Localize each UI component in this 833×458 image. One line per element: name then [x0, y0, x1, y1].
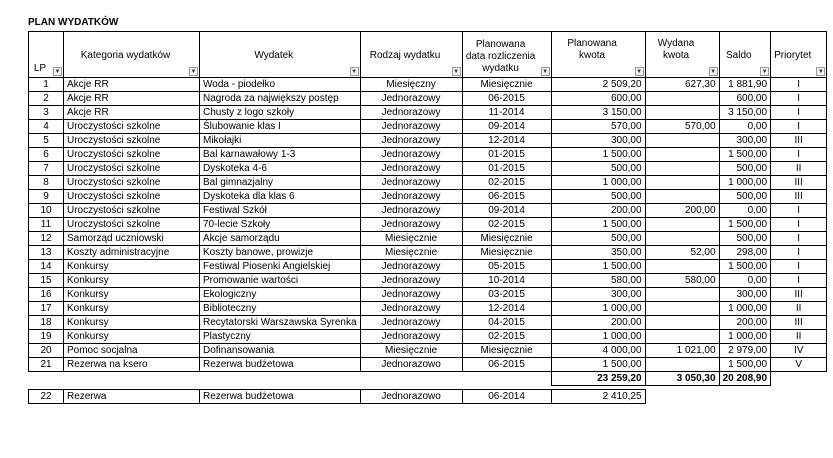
cell-lp[interactable]: 19 — [29, 330, 64, 344]
cell-spent[interactable] — [645, 134, 719, 148]
table-row-extra — [29, 390, 827, 404]
cell-spent[interactable]: 52,00 — [645, 246, 719, 260]
cell-type[interactable]: Jednorazowy — [360, 274, 462, 288]
cell-category[interactable]: Uroczystości szkolne — [64, 148, 200, 162]
cell-category[interactable]: Pomoc socjalna — [64, 344, 200, 358]
cell-expense[interactable]: Nagroda za największy postęp — [200, 92, 361, 106]
total-balance[interactable]: 20 208,90 — [719, 372, 771, 386]
column-header-planned: Planowana kwota ▼ — [551, 32, 645, 78]
cell-lp[interactable]: 12 — [29, 232, 64, 246]
cell-balance[interactable]: 1 500,00 — [719, 218, 771, 232]
cell-priority[interactable]: III — [771, 288, 827, 302]
cell-priority[interactable]: I — [771, 78, 827, 92]
cell-category[interactable]: Uroczystości szkolne — [64, 162, 200, 176]
cell-balance[interactable]: 1 000,00 — [719, 302, 771, 316]
cell-priority[interactable]: III — [771, 176, 827, 190]
table-row — [29, 232, 827, 246]
cell-planned[interactable]: 350,00 — [551, 246, 645, 260]
column-header-date: Planowana data rozliczenia wydatku ▼ — [462, 32, 551, 78]
cell-spent[interactable]: 627,30 — [645, 78, 719, 92]
cell-lp[interactable]: 21 — [29, 358, 64, 372]
cell-planned[interactable]: 570,00 — [551, 120, 645, 134]
cell-lp[interactable]: 6 — [29, 148, 64, 162]
cell-type[interactable]: Miesięcznie — [360, 246, 462, 260]
total-spent[interactable]: 3 050,30 — [645, 372, 719, 386]
cell-spent[interactable] — [645, 162, 719, 176]
cell-spent[interactable] — [645, 260, 719, 274]
column-header-priority: Priorytet ▼ — [771, 32, 827, 78]
cell-planned[interactable]: 2 509,20 — [551, 78, 645, 92]
filter-dropdown-icon[interactable]: ▼ — [817, 69, 824, 75]
cell-planned[interactable]: 1 000,00 — [551, 330, 645, 344]
cell-planned[interactable]: 200,00 — [551, 204, 645, 218]
cell-category[interactable]: Akcje RR — [64, 78, 200, 92]
cell-date[interactable]: 06-2015 — [462, 92, 551, 106]
cell-expense[interactable]: Dyskoteka dla klas 6 — [200, 190, 361, 204]
cell-lp[interactable]: 10 — [29, 204, 64, 218]
cell-planned[interactable]: 500,00 — [551, 232, 645, 246]
cell-category[interactable]: Uroczystości szkolne — [64, 176, 200, 190]
cell-expense[interactable]: Koszty banowe, prowizje — [200, 246, 361, 260]
cell-lp[interactable]: 1 — [29, 78, 64, 92]
cell-spent[interactable]: 200,00 — [645, 204, 719, 218]
table-row — [29, 78, 827, 92]
cell-expense[interactable]: Bal karnawałowy 1-3 — [200, 148, 361, 162]
cell-planned[interactable]: 200,00 — [551, 316, 645, 330]
cell-priority[interactable]: I — [771, 218, 827, 232]
cell-expense[interactable]: Mikołajki — [200, 134, 361, 148]
table-row — [29, 344, 827, 358]
column-header-expense: Wydatek ▼ — [200, 32, 361, 78]
cell-lp[interactable]: 2 — [29, 92, 64, 106]
cell-date[interactable]: Miesięcznie — [462, 232, 551, 246]
cell-priority[interactable]: I — [771, 260, 827, 274]
cell-expense[interactable]: Ekologiczny — [200, 288, 361, 302]
cell-lp[interactable]: 9 — [29, 190, 64, 204]
cell-priority[interactable]: I — [771, 274, 827, 288]
table-row — [29, 134, 827, 148]
header-row — [29, 32, 827, 78]
cell-expense[interactable]: Promowanie wartości — [200, 274, 361, 288]
cell-spent[interactable] — [645, 288, 719, 302]
cell-spent[interactable] — [645, 330, 719, 344]
cell-category[interactable]: Uroczystości szkolne — [64, 190, 200, 204]
column-header-category: Kategoria wydatków ▼ — [64, 32, 200, 78]
cell-planned[interactable]: 1 500,00 — [551, 358, 645, 372]
cell-balance[interactable]: 1 500,00 — [719, 148, 771, 162]
cell-type[interactable]: Jednorazowy — [360, 190, 462, 204]
cell-expense[interactable]: Dyskoteka 4-6 — [200, 162, 361, 176]
cell-lp[interactable]: 20 — [29, 344, 64, 358]
filter-dropdown-icon[interactable]: ▼ — [351, 69, 358, 75]
cell-type[interactable]: Jednorazowy — [360, 134, 462, 148]
cell-planned[interactable]: 1 500,00 — [551, 148, 645, 162]
cell-date[interactable]: Miesięcznie — [462, 344, 551, 358]
cell-type[interactable]: Jednorazowy — [360, 106, 462, 120]
cell-balance[interactable]: 0,00 — [719, 204, 771, 218]
cell-spent[interactable]: 580,00 — [645, 274, 719, 288]
cell-lp[interactable]: 4 — [29, 120, 64, 134]
cell-balance[interactable]: 0,00 — [719, 120, 771, 134]
cell-expense[interactable]: 70-lecie Szkoły — [200, 218, 361, 232]
cell-type[interactable]: Jednorazowy — [360, 204, 462, 218]
cell-priority[interactable]: I — [771, 148, 827, 162]
totals-row — [29, 372, 827, 386]
cell-type[interactable]: Jednorazowy — [360, 92, 462, 106]
cell-expense[interactable]: Dofinansowania — [200, 344, 361, 358]
table-row — [29, 302, 827, 316]
cell-type[interactable]: Jednorazowy — [360, 120, 462, 134]
total-planned[interactable]: 23 259,20 — [551, 372, 645, 386]
cell-date[interactable]: 05-2015 — [462, 260, 551, 274]
cell-date[interactable]: 12-2014 — [462, 302, 551, 316]
cell-lp[interactable]: 7 — [29, 162, 64, 176]
cell-balance[interactable]: 500,00 — [719, 162, 771, 176]
cell-priority[interactable]: II — [771, 162, 827, 176]
cell-lp[interactable]: 11 — [29, 218, 64, 232]
cell-balance[interactable]: 300,00 — [719, 288, 771, 302]
table-row — [29, 358, 827, 372]
cell-priority[interactable]: III — [771, 134, 827, 148]
cell-spent[interactable] — [645, 148, 719, 162]
table-row — [29, 92, 827, 106]
table-row — [29, 218, 827, 232]
cell-balance[interactable]: 500,00 — [719, 232, 771, 246]
filter-dropdown-icon[interactable]: ▼ — [636, 69, 643, 75]
cell-date[interactable]: 02-2015 — [462, 330, 551, 344]
cell-balance[interactable]: 3 150,00 — [719, 106, 771, 120]
cell-lp[interactable]: 15 — [29, 274, 64, 288]
cell-category[interactable]: Konkursy — [64, 330, 200, 344]
cell-category[interactable]: Konkursy — [64, 274, 200, 288]
cell-spent[interactable] — [645, 190, 719, 204]
cell-type[interactable]: Miesięcznie — [360, 344, 462, 358]
cell-type[interactable]: Miesięczny — [360, 78, 462, 92]
cell-spent[interactable] — [645, 302, 719, 316]
cell-spent[interactable]: 570,00 — [645, 120, 719, 134]
cell-date[interactable]: 03-2015 — [462, 288, 551, 302]
cell-lp[interactable]: 17 — [29, 302, 64, 316]
cell-lp[interactable]: 8 — [29, 176, 64, 190]
cell-expense[interactable]: Festiwal Szkół — [200, 204, 361, 218]
cell-type[interactable]: Miesięcznie — [360, 232, 462, 246]
cell-priority[interactable]: II — [771, 302, 827, 316]
cell-lp[interactable]: 5 — [29, 134, 64, 148]
cell-expense[interactable]: Plastyczny — [200, 330, 361, 344]
table-row — [29, 260, 827, 274]
cell-priority[interactable]: III — [771, 190, 827, 204]
cell-expense[interactable]: Festiwal Piosenki Angielskiej — [200, 260, 361, 274]
cell-balance[interactable]: 200,00 — [719, 316, 771, 330]
cell-balance[interactable]: 1 881,90 — [719, 78, 771, 92]
cell-planned[interactable]: 500,00 — [551, 162, 645, 176]
column-header-balance: Saldo ▼ — [719, 32, 771, 78]
cell-category[interactable]: Samorząd uczniowski — [64, 232, 200, 246]
cell-date[interactable]: 04-2015 — [462, 316, 551, 330]
cell-category[interactable]: Akcje RR — [64, 106, 200, 120]
column-header-type: Rodzaj wydatku ▼ — [360, 32, 462, 78]
table-row — [29, 288, 827, 302]
cell-category[interactable]: Konkursy — [64, 260, 200, 274]
cell-balance[interactable]: 1 000,00 — [719, 176, 771, 190]
cell-lp[interactable]: 13 — [29, 246, 64, 260]
cell-spent[interactable] — [645, 358, 719, 372]
cell-priority[interactable]: I — [771, 106, 827, 120]
cell-type[interactable]: Jednorazowy — [360, 218, 462, 232]
table-row — [29, 162, 827, 176]
cell-balance[interactable]: 1 500,00 — [719, 358, 771, 372]
cell-planned[interactable]: 2 410,25 — [551, 390, 645, 404]
cell-spent[interactable]: 1 021,00 — [645, 344, 719, 358]
cell-priority[interactable]: II — [771, 330, 827, 344]
filter-dropdown-icon[interactable]: ▼ — [761, 69, 768, 75]
table-row — [29, 316, 827, 330]
cell-date[interactable]: 06-2014 — [462, 390, 551, 404]
cell-date[interactable]: 09-2014 — [462, 204, 551, 218]
cell-spent[interactable] — [645, 92, 719, 106]
cell-date[interactable]: 01-2015 — [462, 148, 551, 162]
filter-dropdown-icon[interactable]: ▼ — [542, 69, 549, 75]
cell-spent[interactable] — [645, 232, 719, 246]
cell-date[interactable]: 10-2014 — [462, 274, 551, 288]
filter-dropdown-icon[interactable]: ▼ — [453, 69, 460, 75]
table-row — [29, 246, 827, 260]
cell-spent[interactable] — [645, 316, 719, 330]
cell-lp[interactable]: 14 — [29, 260, 64, 274]
cell-type[interactable]: Jednorazowy — [360, 176, 462, 190]
cell-date[interactable]: 06-2015 — [462, 358, 551, 372]
cell-type[interactable]: Jednorazowy — [360, 302, 462, 316]
cell-type[interactable]: Jednorazowy — [360, 288, 462, 302]
cell-planned[interactable]: 3 150,00 — [551, 106, 645, 120]
cell-planned[interactable]: 1 000,00 — [551, 302, 645, 316]
cell-category[interactable]: Koszty administracyjne — [64, 246, 200, 260]
cell-planned[interactable]: 1 500,00 — [551, 260, 645, 274]
cell-type[interactable]: Jednorazowy — [360, 148, 462, 162]
cell-spent[interactable] — [645, 218, 719, 232]
cell-priority[interactable]: V — [771, 358, 827, 372]
cell-date[interactable]: 12-2014 — [462, 134, 551, 148]
cell-category[interactable]: Uroczystości szkolne — [64, 134, 200, 148]
cell-balance[interactable]: 1 500,00 — [719, 260, 771, 274]
table-row — [29, 120, 827, 134]
cell-priority[interactable]: I — [771, 120, 827, 134]
filter-dropdown-icon[interactable]: ▼ — [54, 69, 61, 75]
cell-planned[interactable]: 500,00 — [551, 190, 645, 204]
cell-lp[interactable]: 3 — [29, 106, 64, 120]
sheet-title: PLAN WYDATKÓW — [28, 17, 119, 28]
cell-planned[interactable]: 4 000,00 — [551, 344, 645, 358]
column-header-spent: Wydana kwota ▼ — [645, 32, 719, 78]
table-row — [29, 204, 827, 218]
cell-date[interactable]: 06-2015 — [462, 190, 551, 204]
column-header-lp: LP ▼ — [29, 32, 64, 78]
cell-type[interactable]: Jednorazowy — [360, 162, 462, 176]
cell-lp[interactable]: 16 — [29, 288, 64, 302]
cell-lp[interactable]: 22 — [29, 390, 64, 404]
cell-date[interactable]: Miesięcznie — [462, 246, 551, 260]
cell-category[interactable]: Rezerwa — [64, 390, 200, 404]
cell-type[interactable]: Jednorazowo — [360, 390, 462, 404]
cell-balance[interactable]: 2 979,00 — [719, 344, 771, 358]
cell-priority[interactable]: I — [771, 92, 827, 106]
cell-date[interactable]: 02-2015 — [462, 218, 551, 232]
cell-date[interactable]: 01-2015 — [462, 162, 551, 176]
cell-date[interactable]: Miesięcznie — [462, 78, 551, 92]
cell-category[interactable]: Uroczystości szkolne — [64, 204, 200, 218]
cell-category[interactable]: Uroczystości szkolne — [64, 218, 200, 232]
table-row — [29, 148, 827, 162]
cell-expense[interactable]: Bal gimnazjalny — [200, 176, 361, 190]
cell-type[interactable]: Jednorazowo — [360, 358, 462, 372]
cell-planned[interactable]: 1 000,00 — [551, 176, 645, 190]
cell-category[interactable]: Konkursy — [64, 288, 200, 302]
cell-planned[interactable]: 300,00 — [551, 288, 645, 302]
cell-expense[interactable]: Chusty z logo szkoły — [200, 106, 361, 120]
cell-priority[interactable]: III — [771, 316, 827, 330]
cell-category[interactable]: Akcje RR — [64, 92, 200, 106]
cell-expense[interactable]: Biblioteczny — [200, 302, 361, 316]
cell-expense[interactable]: Ślubowanie klas I — [200, 120, 361, 134]
cell-category[interactable]: Uroczystości szkolne — [64, 120, 200, 134]
cell-spent[interactable] — [645, 176, 719, 190]
cell-type[interactable]: Jednorazowy — [360, 330, 462, 344]
cell-type[interactable]: Jednorazowy — [360, 316, 462, 330]
cell-category[interactable]: Rezerwa na ksero — [64, 358, 200, 372]
cell-planned[interactable]: 600,00 — [551, 92, 645, 106]
expense-table — [28, 31, 827, 404]
cell-priority[interactable]: I — [771, 246, 827, 260]
cell-lp[interactable]: 18 — [29, 316, 64, 330]
cell-category[interactable]: Konkursy — [64, 316, 200, 330]
table-row — [29, 190, 827, 204]
cell-balance[interactable]: 300,00 — [719, 134, 771, 148]
cell-date[interactable]: 11-2014 — [462, 106, 551, 120]
cell-planned[interactable]: 1 500,00 — [551, 218, 645, 232]
cell-balance[interactable]: 298,00 — [719, 246, 771, 260]
cell-priority[interactable]: I — [771, 204, 827, 218]
cell-expense[interactable]: Akcje samorządu — [200, 232, 361, 246]
cell-expense[interactable]: Rezerwa budżetowa — [200, 358, 361, 372]
cell-type[interactable]: Jednorazowy — [360, 260, 462, 274]
cell-priority[interactable]: I — [771, 232, 827, 246]
table-row — [29, 330, 827, 344]
cell-expense[interactable]: Woda - piodełko — [200, 78, 361, 92]
cell-balance[interactable]: 0,00 — [719, 274, 771, 288]
cell-planned[interactable]: 300,00 — [551, 134, 645, 148]
cell-priority[interactable]: IV — [771, 344, 827, 358]
cell-expense[interactable]: Recytatorski Warszawska Syrenka — [200, 316, 361, 330]
cell-category[interactable]: Konkursy — [64, 302, 200, 316]
table-row — [29, 274, 827, 288]
cell-date[interactable]: 02-2015 — [462, 176, 551, 190]
table-row — [29, 106, 827, 120]
cell-spent[interactable] — [645, 106, 719, 120]
filter-dropdown-icon[interactable]: ▼ — [710, 69, 717, 75]
filter-dropdown-icon[interactable]: ▼ — [190, 69, 197, 75]
cell-balance[interactable]: 600,00 — [719, 92, 771, 106]
cell-date[interactable]: 09-2014 — [462, 120, 551, 134]
cell-balance[interactable]: 1 000,00 — [719, 330, 771, 344]
table-row — [29, 176, 827, 190]
cell-planned[interactable]: 580,00 — [551, 274, 645, 288]
cell-balance[interactable]: 500,00 — [719, 190, 771, 204]
cell-expense[interactable]: Rezerwa budżetowa — [200, 390, 361, 404]
